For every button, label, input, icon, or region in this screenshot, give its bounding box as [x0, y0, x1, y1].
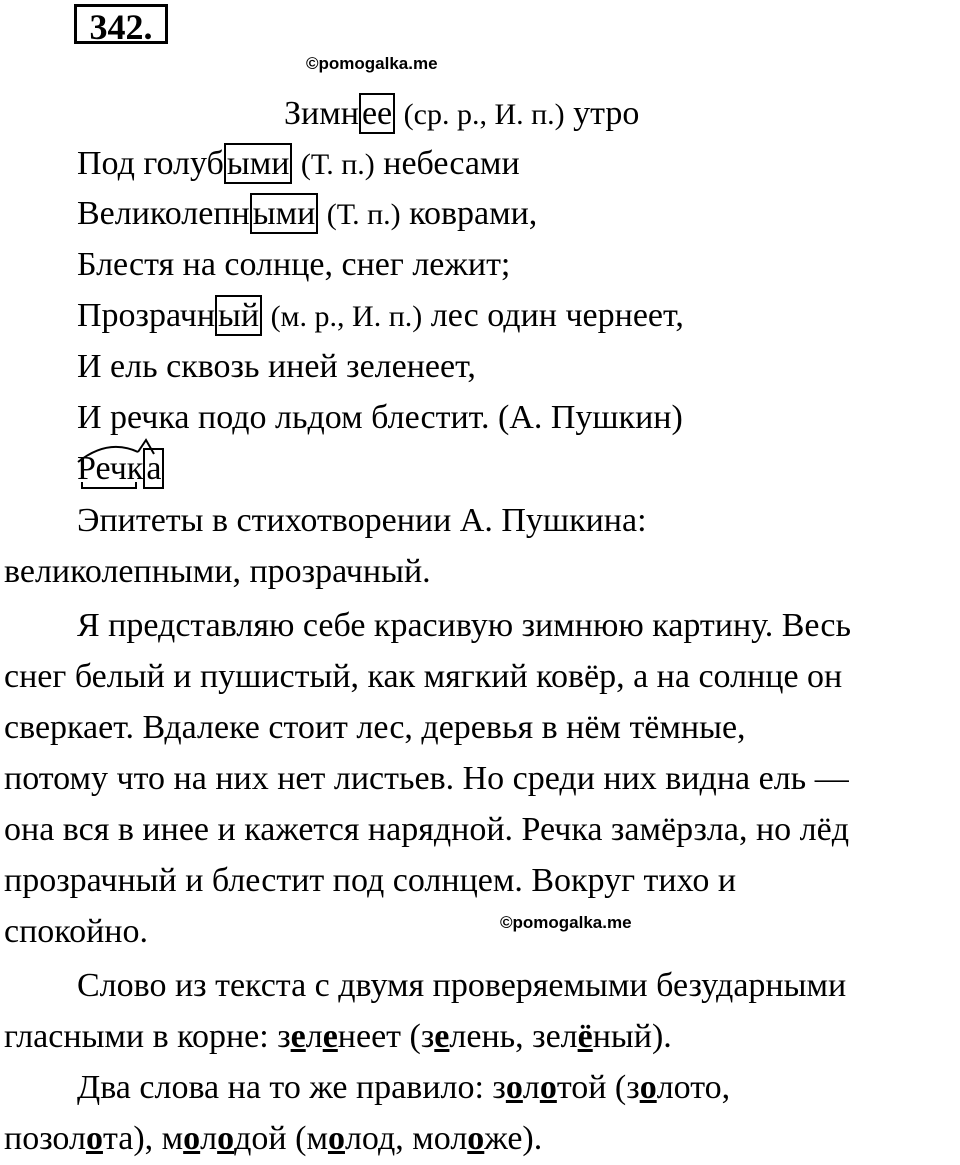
- task2-line-1: Слово из текста с двумя проверяемыми безударными: [77, 967, 847, 1004]
- essay-line-2: снег белый и пушистый, как мягкий ковёр, а на солнце он: [4, 658, 843, 695]
- poem-line-1: Зимнее (ср. р., И. п.) утро: [284, 95, 640, 132]
- morpheme-marks: [74, 436, 184, 496]
- poem-line-2: Под голубыми (Т. п.) небесами: [77, 145, 520, 182]
- root-arc-icon: [78, 447, 138, 462]
- essay-line-7: спокойно.: [4, 913, 148, 950]
- task3-line-2: позолота), молодой (молод, моложе).: [4, 1120, 543, 1157]
- ending-box: ыми: [250, 193, 319, 234]
- essay-line-6: прозрачный и блестит под солнцем. Вокруг тихо и: [4, 862, 737, 899]
- poem-line-3: Великолепными (Т. п.) коврами,: [77, 195, 538, 232]
- watermark-middle: ©pomogalka.me: [500, 913, 632, 932]
- essay-line-3: сверкает. Вдалеке стоит лес, деревья в нём тёмные,: [4, 709, 746, 746]
- poem-line-4: Блестя на солнце, снег лежит;: [77, 246, 511, 283]
- poem-line-6: И ель сквозь иней зеленеет,: [77, 348, 476, 385]
- suffix-mark-icon: [138, 440, 154, 454]
- epithets-line-1: Эпитеты в стихотворении А. Пушкина:: [77, 502, 647, 539]
- essay-line-1: Я представляю себе красивую зимнюю картину. Весь: [77, 607, 851, 644]
- word-stem: Речк: [77, 450, 144, 487]
- exercise-number: 342.: [74, 4, 168, 44]
- check-vowel: ё: [577, 1018, 593, 1055]
- essay-line-5: она вся в инее и кажется нарядной. Речка замёрзла, но лёд: [4, 811, 850, 848]
- ending-box: ее: [359, 93, 395, 134]
- watermark-top: ©pomogalka.me: [306, 54, 438, 73]
- ending-box: ый: [215, 295, 262, 336]
- epithets-line-2: великолепными, прозрачный.: [4, 553, 431, 590]
- poem-line-5: Прозрачный (м. р., И. п.) лес один чернеет,: [77, 297, 684, 334]
- task2-line-2: гласными в корне: зеленеет (зелень, зелёный).: [4, 1018, 672, 1055]
- unstressed-vowel: е: [290, 1018, 306, 1055]
- ending-box: ыми: [224, 143, 293, 184]
- unstressed-vowel: е: [322, 1018, 338, 1055]
- poem-line-7: И речка подо льдом блестит. (А. Пушкин): [77, 399, 683, 436]
- check-vowel: е: [434, 1018, 450, 1055]
- stem-bracket-icon: [82, 482, 136, 488]
- task3-line-1: Два слова на то же правило: золотой (золото,: [77, 1069, 731, 1106]
- ending-box: а: [143, 448, 164, 489]
- essay-line-4: потому что на них нет листьев. Но среди них видна ель —: [4, 760, 849, 797]
